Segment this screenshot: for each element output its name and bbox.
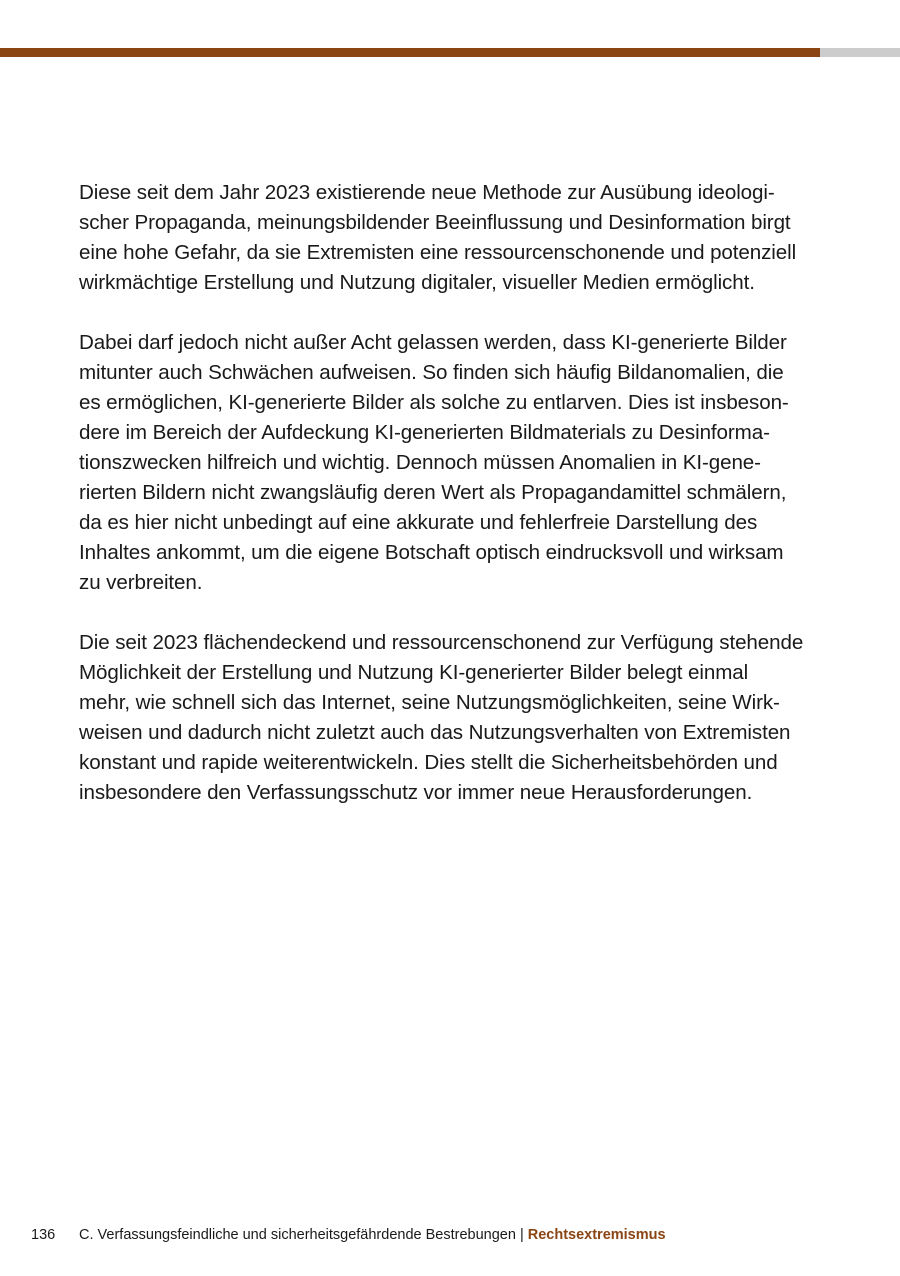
text-line: Inhaltes ankommt, um die eigene Botschaft optisch eindrucksvoll und wirksam [79,541,784,564]
page-footer [0,1224,900,1246]
text-line: da es hier nicht unbedingt auf eine akkurate und fehlerfreie Darstellung des [79,511,758,534]
section-title: Rechtsextremismus [527,1227,666,1243]
text-line: insbesondere den Verfassungsschutz vor immer neue Herausforderungen. [79,781,753,804]
text-line: Diese seit dem Jahr 2023 existierende neue Methode zur Ausübung ideologi- [79,181,775,204]
text-line: mehr, wie schnell sich das Internet, seine Nutzungsmöglichkeiten, seine Wirk- [79,691,780,714]
paragraph-3 [79,628,824,808]
text-line: es ermöglichen, KI-generierte Bilder als solche zu entlarven. Dies ist insbeson- [79,391,789,414]
text-line: Dabei darf jedoch nicht außer Acht gelassen werden, dass KI-generierte Bilder [79,331,787,354]
header-accent-bar [0,48,820,57]
text-line: Die seit 2023 flächendeckend und ressourcenschonend zur Verfügung stehende [79,631,804,654]
paragraph-1 [79,178,824,298]
text-line: konstant und rapide weiterentwickeln. Dies stellt die Sicherheitsbehörden und [79,751,778,774]
chapter-title: C. Verfassungsfeindliche und sicherheitsgefährdende Bestrebungen [79,1227,516,1243]
text-line: weisen und dadurch nicht zuletzt auch das Nutzungsverhalten von Extremisten [79,721,791,744]
footer-separator: | [519,1227,524,1243]
text-line: wirkmächtige Erstellung und Nutzung digitaler, visueller Medien ermöglicht. [79,271,755,294]
paragraph-2 [79,328,824,598]
text-line: eine hohe Gefahr, da sie Extremisten eine ressourcenschonende und potenziell [79,241,797,264]
text-line: tionszwecken hilfreich und wichtig. Dennoch müssen Anomalien in KI-gene- [79,451,761,474]
main-text [79,178,824,838]
text-line: dere im Bereich der Aufdeckung KI-generierten Bildmaterials zu Desinforma- [79,421,770,444]
running-head [79,1224,666,1246]
text-line: Möglichkeit der Erstellung und Nutzung KI-generierter Bilder belegt einmal [79,661,749,684]
text-line: zu verbreiten. [79,571,203,594]
text-line: scher Propaganda, meinungsbildender Beeinflussung und Desinformation birgt [79,211,791,234]
page-number: 136 [31,1227,56,1243]
text-line: rierten Bildern nicht zwangsläufig deren Wert als Propagandamittel schmälern, [79,481,787,504]
header-bar-end [820,48,900,57]
text-line: mitunter auch Schwächen aufweisen. So finden sich häufig Bildanomalien, die [79,361,784,384]
